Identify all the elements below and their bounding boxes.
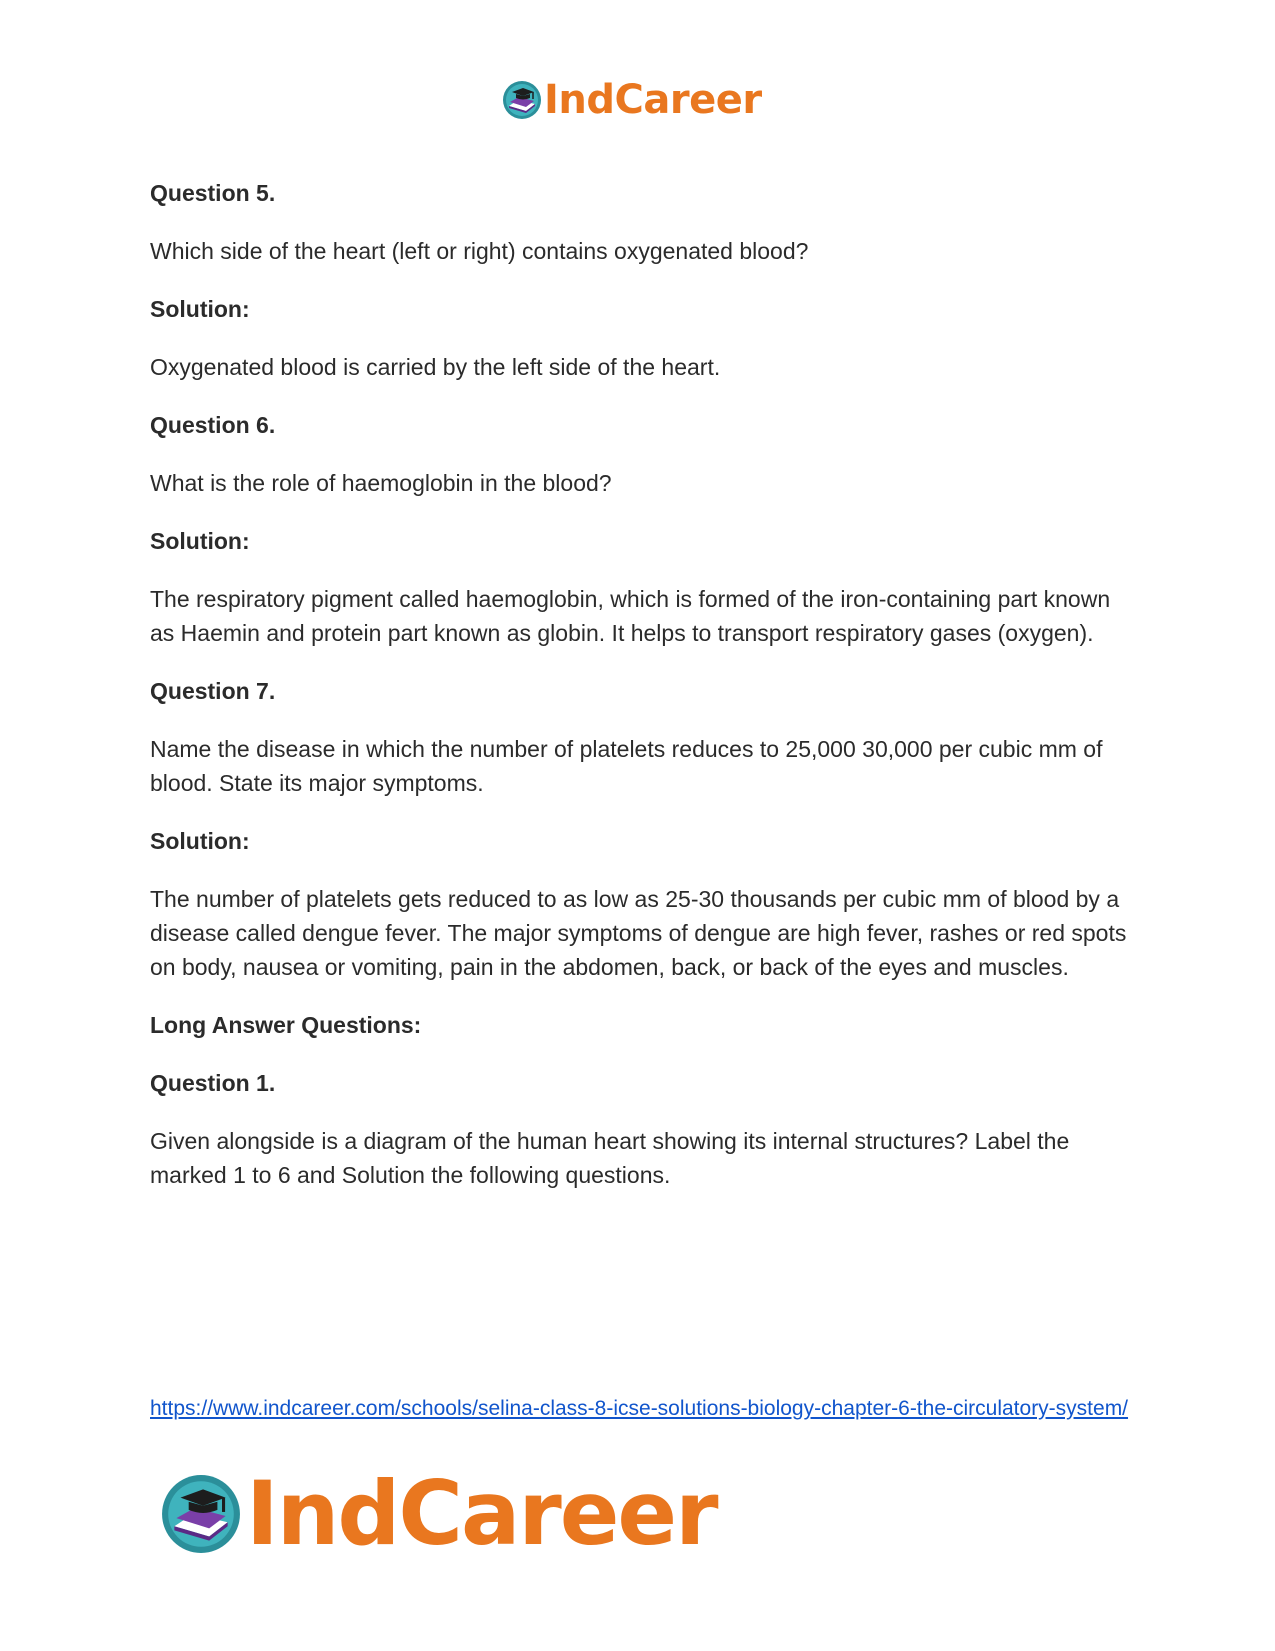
book-graduation-cap-icon xyxy=(502,80,542,120)
book-graduation-cap-icon xyxy=(160,1473,242,1555)
question-6-text: What is the role of haemoglobin in the blood? xyxy=(150,470,612,496)
question-5-text: Which side of the heart (left or right) contains oxygenated blood? xyxy=(150,238,809,264)
question-5-heading: Question 5. xyxy=(150,180,276,206)
question-6-heading: Question 6. xyxy=(150,412,276,438)
solution-5-heading: Solution: xyxy=(150,296,250,322)
source-link[interactable]: https://www.indcareer.com/schools/selina-class-8-icse-solutions-biology-chapter-6-the-circulatory-system/ xyxy=(150,1397,1129,1420)
logo-wordmark: IndCareer xyxy=(544,77,762,123)
solution-7-heading: Solution: xyxy=(150,828,250,854)
header-logo xyxy=(502,77,762,123)
long-question-1-text: Given alongside is a diagram of the human heart showing its internal structures? Label the marked 1 to 6 and Solution the following questions. xyxy=(150,1128,1070,1188)
logo-wordmark: IndCareer xyxy=(246,1462,717,1565)
long-answer-heading: Long Answer Questions: xyxy=(150,1012,422,1038)
question-7-text: Name the disease in which the number of platelets reduces to 25,000 30,000 per cubic mm of blood. State its major symptoms. xyxy=(150,736,1103,796)
question-7-heading: Question 7. xyxy=(150,678,276,704)
footer-logo xyxy=(160,1462,717,1565)
long-question-1-heading: Question 1. xyxy=(150,1070,276,1096)
solution-5-text: Oxygenated blood is carried by the left side of the heart. xyxy=(150,354,721,380)
document-body xyxy=(150,176,1130,1192)
solution-6-text: The respiratory pigment called haemoglobin, which is formed of the iron-containing part known as Haemin and protein part known as globin. It helps to transport respiratory gases (oxygen). xyxy=(150,586,1111,646)
solution-7-text: The number of platelets gets reduced to as low as 25-30 thousands per cubic mm of blood by a disease called dengue fever. The major symptoms of dengue are high fever, rashes or red spots on body, nausea or vomiting, pain in the abdomen, back, or back of the eyes and muscles. xyxy=(150,886,1127,980)
solution-6-heading: Solution: xyxy=(150,528,250,554)
